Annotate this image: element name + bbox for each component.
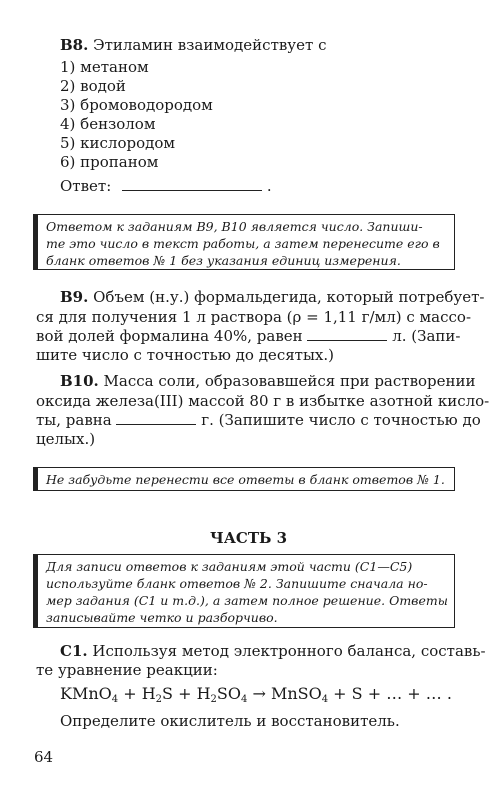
instruction-line-1: Ответом к заданиям В9, В10 является число. Запиши-: [46, 219, 423, 234]
instruction-box-b9-b10: [33, 214, 455, 270]
b10-line-4: целых.): [36, 430, 96, 448]
b9-line-3-text: вой долей формалина 40%, равен: [36, 327, 303, 345]
b10-label: В10.: [60, 372, 99, 390]
b9-line-3: [36, 327, 460, 345]
instruction-line-3: бланк ответов № 1 без указания единиц измерения.: [46, 253, 401, 268]
part3-heading: ЧАСТЬ 3: [210, 529, 288, 547]
b10-line-3: [36, 411, 481, 429]
eq-h2so4: S + H: [162, 684, 211, 703]
b10-line-1-text: Масса соли, образовавшейся при растворении: [98, 372, 476, 390]
b9-answer-blank[interactable]: [307, 340, 387, 341]
instruction-line-2: те это число в текст работы, а затем перенесите его в: [46, 236, 440, 251]
b10-line-1: [60, 372, 476, 390]
b10-answer-blank[interactable]: [116, 424, 196, 425]
c1-line-1: [60, 642, 486, 660]
eq-sub: 4: [111, 694, 119, 705]
b10-line-2: оксида железа(III) массой 80 г в избытке азотной кисло-: [36, 392, 490, 410]
b8-answer-label: Ответ:: [60, 177, 112, 195]
eq-sub: 4: [241, 694, 248, 705]
c1-line-1-text: Используя метод электронного баланса, составь-: [87, 642, 486, 660]
b8-answer-row: [60, 177, 272, 195]
eq-kmno4: KMnO: [60, 684, 112, 703]
b9-line-4: шите число с точностью до десятых.): [36, 346, 334, 364]
part3-instruction-line-2: используйте бланк ответов № 2. Запишите сначала но-: [46, 576, 428, 591]
b9-line-1-text: Объем (н.у.) формальдегида, который потребует-: [88, 288, 485, 306]
b10-line-3-text: ты, равна: [36, 411, 112, 429]
eq-tail: + S + … + … .: [328, 684, 452, 703]
eq-sub: 2: [210, 694, 217, 705]
part3-instruction-line-4: записывайте четко и разборчиво.: [46, 610, 278, 625]
reminder-text: Не забудьте перенести все ответы в бланк ответов № 1.: [46, 472, 445, 487]
c1-final: Определите окислитель и восстановитель.: [60, 712, 400, 730]
page-number: 64: [34, 748, 54, 766]
b10-line-3-tail: г. (Запишите число с точностью до: [201, 411, 481, 429]
b8-option-2: 2) водой: [60, 77, 126, 95]
reaction-equation: [60, 684, 452, 705]
b9-line-1: [60, 288, 484, 306]
c1-line-2: те уравнение реакции:: [36, 661, 218, 679]
eq-sub: 2: [155, 694, 163, 705]
reminder-box: [33, 467, 455, 491]
eq-mnso4: → MnSO: [247, 684, 322, 703]
b8-option-6: 6) пропаном: [60, 153, 159, 171]
b8-answer-dot: .: [266, 177, 272, 195]
b8-answer-blank[interactable]: [122, 190, 262, 191]
instruction-box-part3: [33, 554, 455, 628]
b8-option-4: 4) бензолом: [60, 115, 156, 133]
b9-line-2: ся для получения 1 л раствора (ρ = 1,11 г/мл) с массо-: [36, 308, 472, 326]
part3-instruction-line-3: мер задания (С1 и т.д.), а затем полное решение. Ответы: [46, 593, 448, 608]
b9-label: В9.: [60, 288, 89, 306]
part3-instruction-line-1: Для записи ответов к заданиям этой части (С1—С5): [46, 559, 413, 574]
eq-so4: SO: [216, 684, 241, 703]
b9-line-3-tail: л. (Запи-: [392, 327, 461, 345]
b8-option-3: 3) бромоводородом: [60, 96, 213, 114]
eq-h2s: + H: [118, 684, 156, 703]
eq-sub: 4: [321, 694, 329, 705]
b8-option-5: 5) кислородом: [60, 134, 176, 152]
b8-option-1: 1) метаном: [60, 58, 149, 76]
b8-question-text: Этиламин взаимодействует с: [88, 36, 327, 54]
b8-question: [60, 36, 326, 54]
b8-label: В8.: [60, 36, 89, 54]
c1-label: С1.: [60, 642, 88, 660]
